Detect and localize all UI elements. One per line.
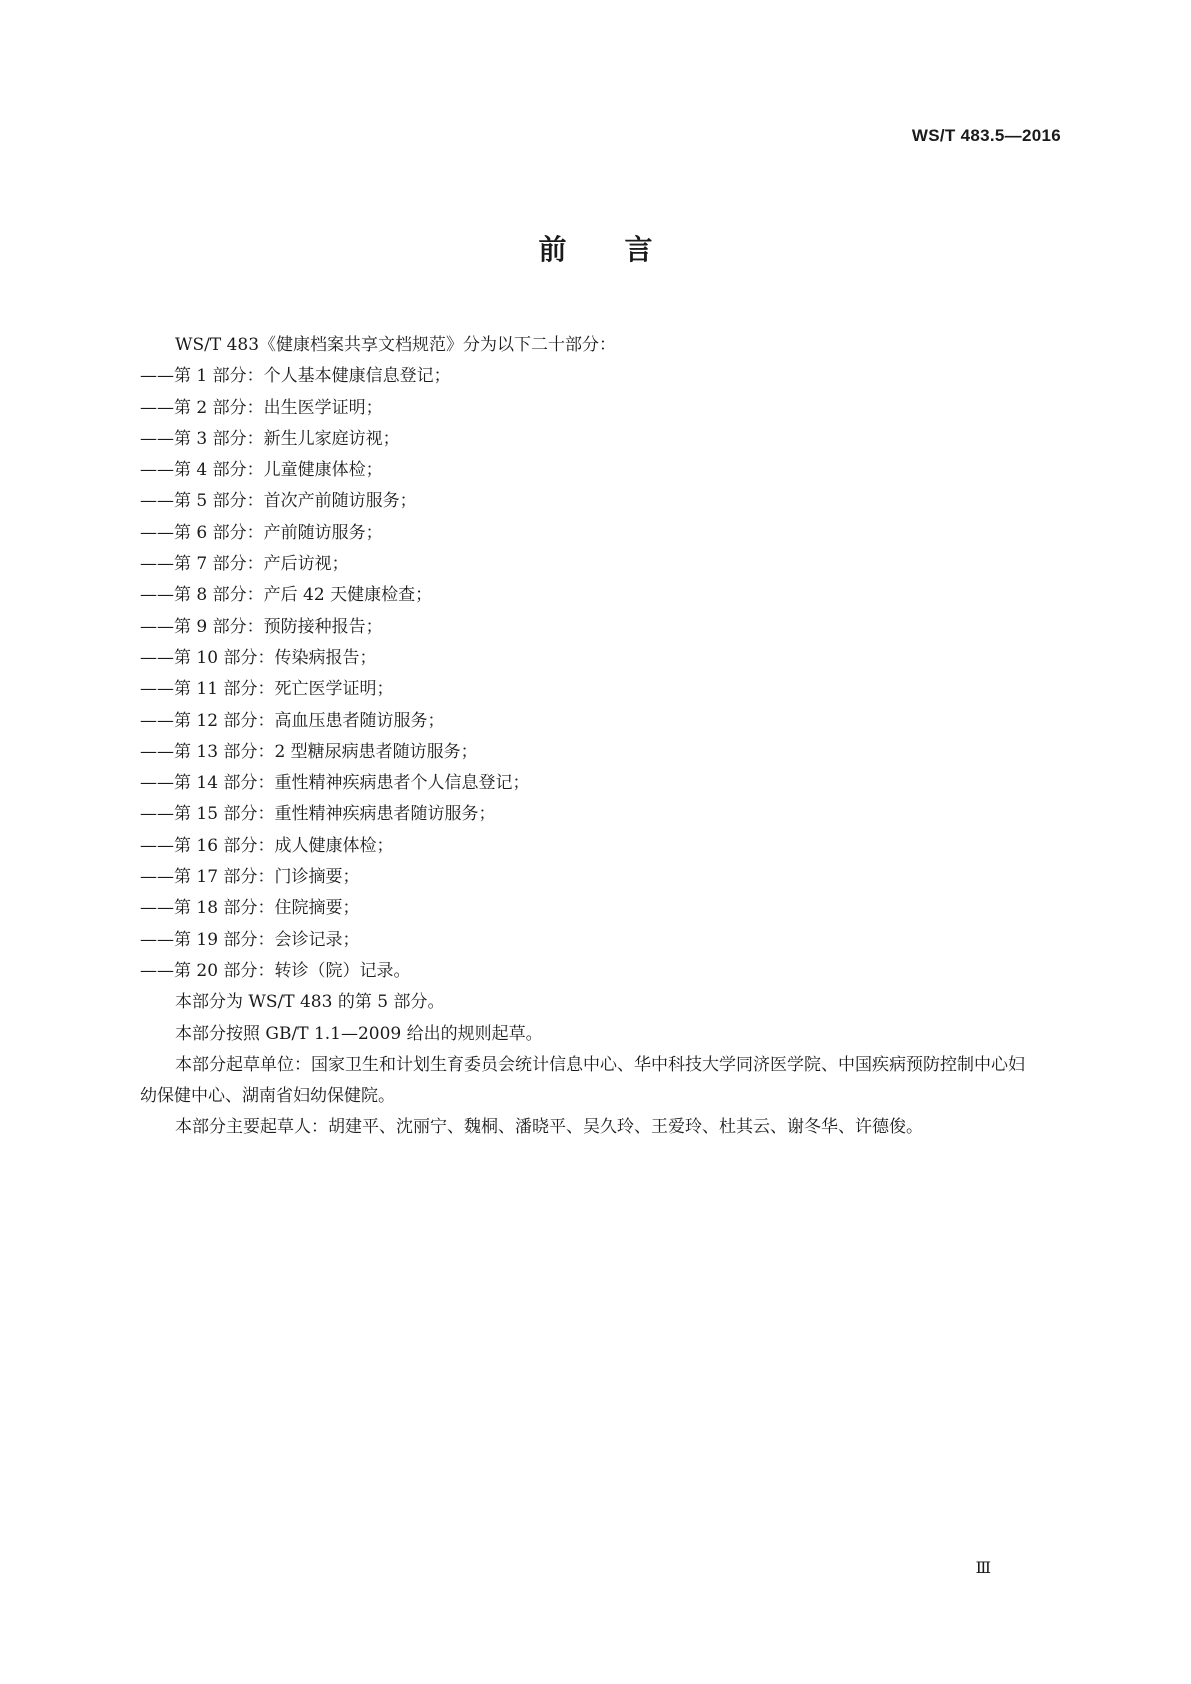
- list-item: ——第 18 部分：住院摘要；: [140, 898, 360, 919]
- list-item: ——第 1 部分：个人基本健康信息登记；: [140, 366, 451, 387]
- list-item: ——第 11 部分：死亡医学证明；: [140, 679, 394, 700]
- list-item: ——第 20 部分：转诊（院）记录。: [140, 960, 411, 981]
- part-of-statement: 本部分为 WS/T 483 的第 5 部分。: [175, 992, 445, 1013]
- drafting-units-statement: 本部分起草单位：国家卫生和计划生育委员会统计信息中心、华中科技大学同济医学院、中国疾病预防控制中心妇幼保健中心、湖南省妇幼保健院。: [140, 1054, 1025, 1107]
- list-item: ——第 15 部分：重性精神疾病患者随访服务；: [140, 804, 496, 825]
- list-item: ——第 3 部分：新生儿家庭访视；: [140, 428, 400, 449]
- drafters-statement: 本部分主要起草人：胡建平、沈丽宁、魏桐、潘晓平、吴久玲、王爱玲、杜其云、谢冬华、许德俊。: [175, 1117, 923, 1138]
- list-item: ——第 17 部分：门诊摘要；: [140, 867, 360, 888]
- list-item: ——第 16 部分：成人健康体检；: [140, 835, 394, 856]
- list-item: ——第 8 部分：产后 42 天健康检查；: [140, 585, 433, 606]
- list-item: ——第 12 部分：高血压患者随访服务；: [140, 710, 445, 731]
- intro-line: WS/T 483《健康档案共享文档规范》分为以下二十部分：: [175, 335, 617, 355]
- list-item: ——第 6 部分：产前随访服务；: [140, 522, 383, 543]
- list-item: ——第 13 部分：2 型糖尿病患者随访服务；: [140, 741, 478, 762]
- list-item: ——第 4 部分：儿童健康体检；: [140, 460, 383, 481]
- list-item: ——第 2 部分：出生医学证明；: [140, 397, 383, 418]
- list-item: ——第 7 部分：产后访视；: [140, 554, 349, 575]
- page-title: 前言: [538, 233, 711, 266]
- list-item: ——第 19 部分：会诊记录；: [140, 929, 360, 950]
- list-item: ——第 10 部分：传染病报告；: [140, 647, 377, 668]
- list-item: ——第 14 部分：重性精神疾病患者个人信息登记；: [140, 773, 530, 794]
- parts-list: [140, 361, 1040, 987]
- drafting-rules-statement: 本部分按照 GB/T 1.1—2009 给出的规则起草。: [175, 1023, 543, 1044]
- list-item: ——第 5 部分：首次产前随访服务；: [140, 491, 417, 512]
- foreword-body: [140, 330, 1040, 1144]
- standard-code: WS/T 483.5—2016: [911, 126, 1061, 145]
- page-number: Ⅲ: [975, 1558, 991, 1577]
- list-item: ——第 9 部分：预防接种报告；: [140, 616, 383, 637]
